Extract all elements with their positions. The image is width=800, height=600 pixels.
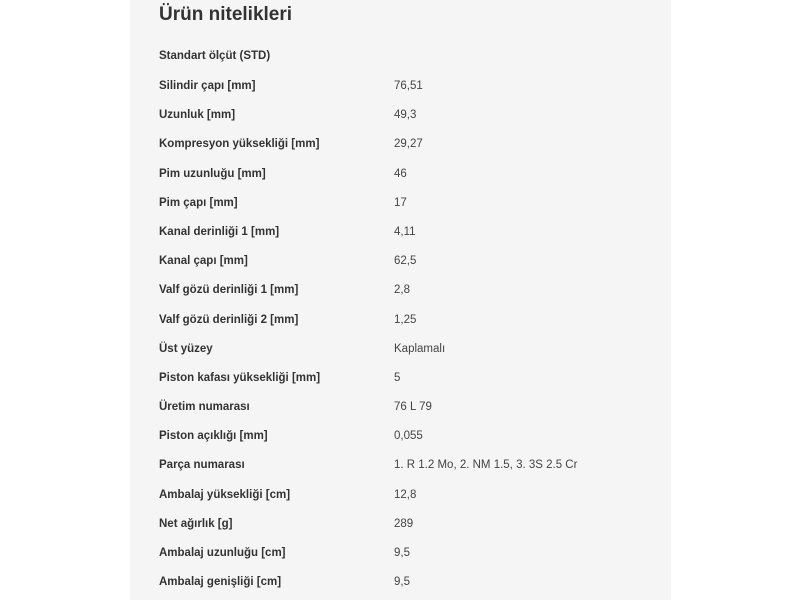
attribute-value: 5 bbox=[394, 371, 401, 384]
table-row bbox=[130, 363, 671, 392]
attribute-label: Net ağırlık [g] bbox=[159, 517, 233, 530]
table-row bbox=[130, 246, 671, 275]
table-row bbox=[130, 129, 671, 158]
table-row bbox=[130, 450, 671, 479]
attribute-value: 29,27 bbox=[394, 138, 423, 151]
attribute-value: 62,5 bbox=[394, 255, 417, 268]
attribute-label: Piston kafası yüksekliği [mm] bbox=[159, 371, 321, 384]
attribute-label: Üst yüzey bbox=[159, 342, 213, 355]
attribute-label: Piston açıklığı [mm] bbox=[159, 430, 268, 443]
attribute-label: Pim uzunluğu [mm] bbox=[159, 167, 266, 180]
attributes-table bbox=[130, 71, 671, 596]
attribute-value: 1,25 bbox=[394, 313, 417, 326]
table-row bbox=[130, 100, 671, 129]
attribute-label: Uzunluk [mm] bbox=[159, 109, 236, 122]
attribute-value: 76,51 bbox=[394, 80, 423, 92]
attribute-value: 289 bbox=[394, 517, 414, 530]
table-row bbox=[130, 509, 671, 538]
table-row bbox=[130, 71, 671, 100]
attribute-value: 1. R 1.2 Mo, 2. NM 1.5, 3. 3S 2.5 Cr bbox=[394, 459, 578, 472]
attribute-value: 9,5 bbox=[394, 576, 410, 589]
table-row bbox=[130, 392, 671, 421]
attribute-value: 46 bbox=[394, 167, 407, 180]
table-row bbox=[130, 275, 671, 304]
section-label: Standart ölçüt (STD) bbox=[159, 50, 271, 62]
attribute-value: 76 L 79 bbox=[394, 401, 432, 414]
attribute-label: Ambalaj yüksekliği [cm] bbox=[159, 488, 291, 501]
table-row bbox=[130, 217, 671, 246]
table-row bbox=[130, 567, 671, 596]
attribute-value: Kaplamalı bbox=[394, 342, 446, 355]
attribute-value: 4,11 bbox=[394, 225, 416, 238]
attribute-label: Kompresyon yüksekliği [mm] bbox=[159, 138, 320, 151]
attribute-label: Silindir çapı [mm] bbox=[159, 80, 256, 92]
table-row bbox=[130, 334, 671, 363]
attribute-value: 0,055 bbox=[394, 430, 423, 443]
table-row bbox=[130, 188, 671, 217]
product-attributes-panel bbox=[130, 0, 671, 600]
attribute-label: Kanal derinliği 1 [mm] bbox=[159, 225, 280, 238]
attribute-value: 17 bbox=[394, 196, 407, 209]
attribute-value: 49,3 bbox=[394, 109, 417, 122]
attribute-value: 2,8 bbox=[394, 284, 410, 297]
table-row bbox=[130, 305, 671, 334]
table-row bbox=[130, 538, 671, 567]
attribute-label: Kanal çapı [mm] bbox=[159, 255, 248, 268]
attribute-label: Pim çapı [mm] bbox=[159, 196, 238, 209]
attribute-label: Valf gözü derinliği 1 [mm] bbox=[159, 284, 299, 297]
attribute-label: Ambalaj uzunluğu [cm] bbox=[159, 547, 286, 559]
table-row bbox=[130, 480, 671, 509]
attribute-value: 9,5 bbox=[394, 547, 410, 559]
attribute-value: 12,8 bbox=[394, 488, 417, 501]
attribute-label: Valf gözü derinliği 2 [mm] bbox=[159, 313, 299, 326]
attribute-label: Parça numarası bbox=[159, 459, 245, 472]
attribute-label: Ambalaj genişliği [cm] bbox=[159, 576, 282, 589]
page-title: Ürün nitelikleri bbox=[159, 4, 293, 25]
table-row bbox=[130, 421, 671, 450]
table-row bbox=[130, 159, 671, 188]
attribute-label: Üretim numarası bbox=[159, 401, 250, 414]
